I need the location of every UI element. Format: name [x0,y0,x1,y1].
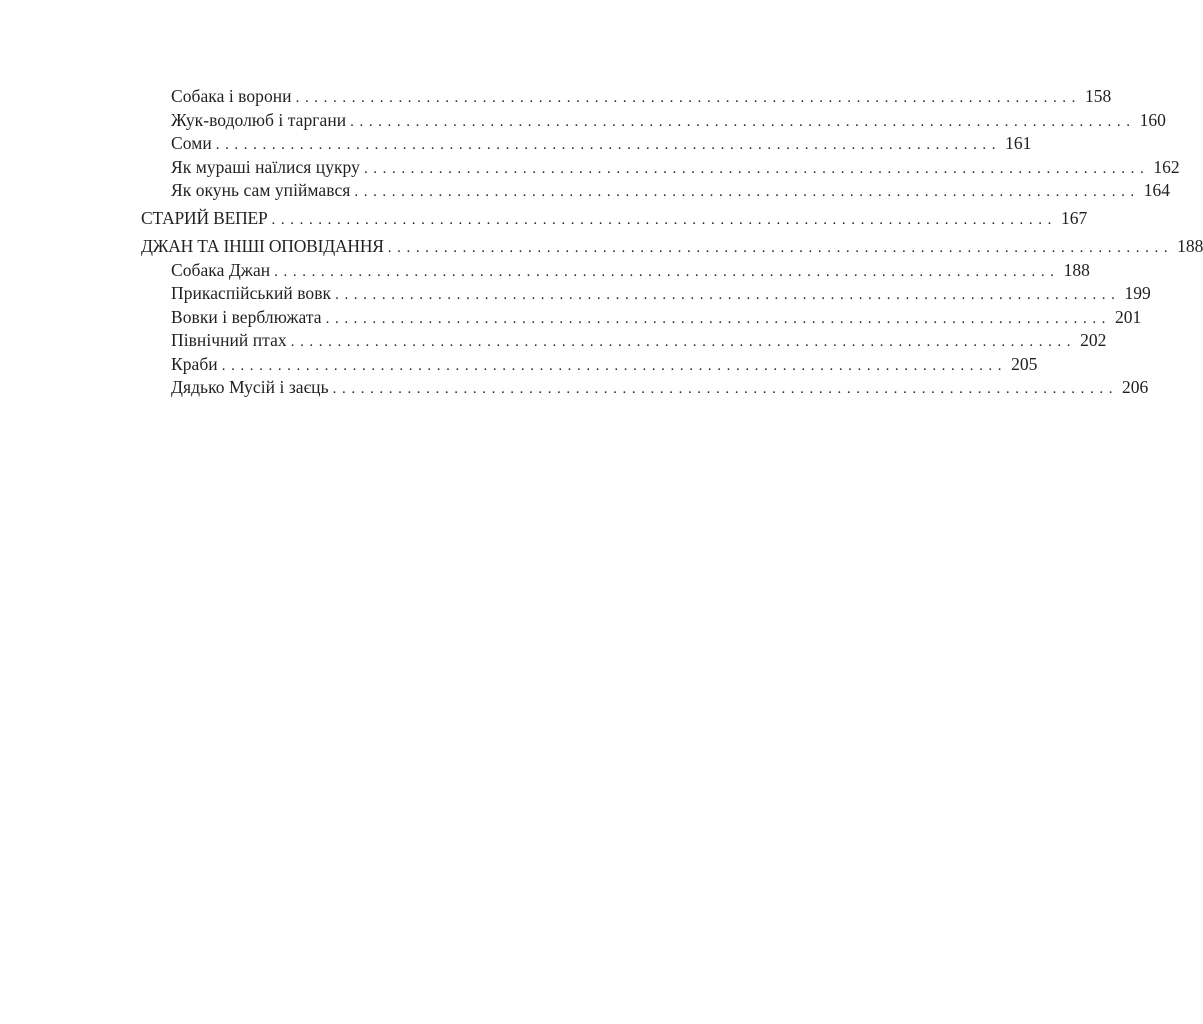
dot-leader: .................................................................................... [387,240,1174,256]
toc-entry [141,329,1107,353]
toc-entry-page: 206 [1122,377,1149,397]
toc-entry-page: 161 [1005,133,1032,153]
dot-leader: .................................................................................... [271,212,1057,228]
toc-section [141,235,1203,259]
dot-leader: .................................................................................... [325,310,1112,327]
toc-entry-page: 188 [1063,259,1090,280]
toc-entry [141,306,1142,330]
toc-entry [141,259,1090,283]
toc-entry-title: Жук-водолюб і таргани [171,109,347,130]
toc-entry [141,109,1166,133]
toc-entry-page: 160 [1139,109,1166,130]
dot-leader: .................................................................................... [363,160,1150,177]
toc-section-page: 167 [1060,208,1088,228]
toc-entry [141,132,1032,156]
toc-entry [141,179,1171,203]
toc-entry-title: Соми [171,133,212,153]
dot-leader: .................................................................................... [295,90,1081,106]
toc-entry [141,353,1038,377]
toc-section-page: 188 [1177,236,1203,256]
toc-entry-page: 201 [1115,306,1142,327]
toc-entry-page: 158 [1085,86,1112,106]
toc-section-title: ДЖАН ТА ІНШІ ОПОВІДАННЯ [141,236,384,256]
dot-leader: .................................................................................... [335,287,1121,303]
toc-entry [141,282,1151,306]
toc-entry-title: Краби [171,353,218,374]
dot-leader: .................................................................................... [290,334,1077,350]
toc-entry-title: Прикаспійський вовк [171,283,332,303]
toc-entry-title: Собака Джан [171,259,271,280]
toc-entry-title: Північний птах [171,330,287,350]
toc-entry [141,376,1149,400]
toc-entry-page: 162 [1153,156,1180,177]
toc-entry-page: 199 [1124,283,1151,303]
dot-leader: .................................................................................... [221,357,1008,374]
dot-leader: .................................................................................... [274,263,1060,280]
toc-entry-title: Собака і ворони [171,86,292,106]
toc-section-title: СТАРИЙ ВЕПЕР [141,208,268,228]
toc-entry-title: Як окунь сам упіймався [171,180,351,200]
toc-entry [141,156,1180,180]
toc-entry-page: 164 [1143,180,1171,200]
toc-section [141,207,1088,231]
toc-entry-title: Вовки і верблюжата [171,306,322,327]
toc-entry-page: 202 [1080,330,1107,350]
toc-entry-page: 205 [1011,353,1038,374]
dot-leader: .................................................................................... [215,137,1002,153]
toc-entry [141,85,1112,109]
dot-leader: .................................................................................... [332,381,1119,397]
table-of-contents [141,85,1203,400]
dot-leader: .................................................................................... [350,113,1136,130]
dot-leader: .................................................................................... [354,184,1140,200]
toc-entry-title: Дядько Мусій і заєць [171,377,329,397]
toc-entry-title: Як мураші наїлися цукру [171,156,360,177]
